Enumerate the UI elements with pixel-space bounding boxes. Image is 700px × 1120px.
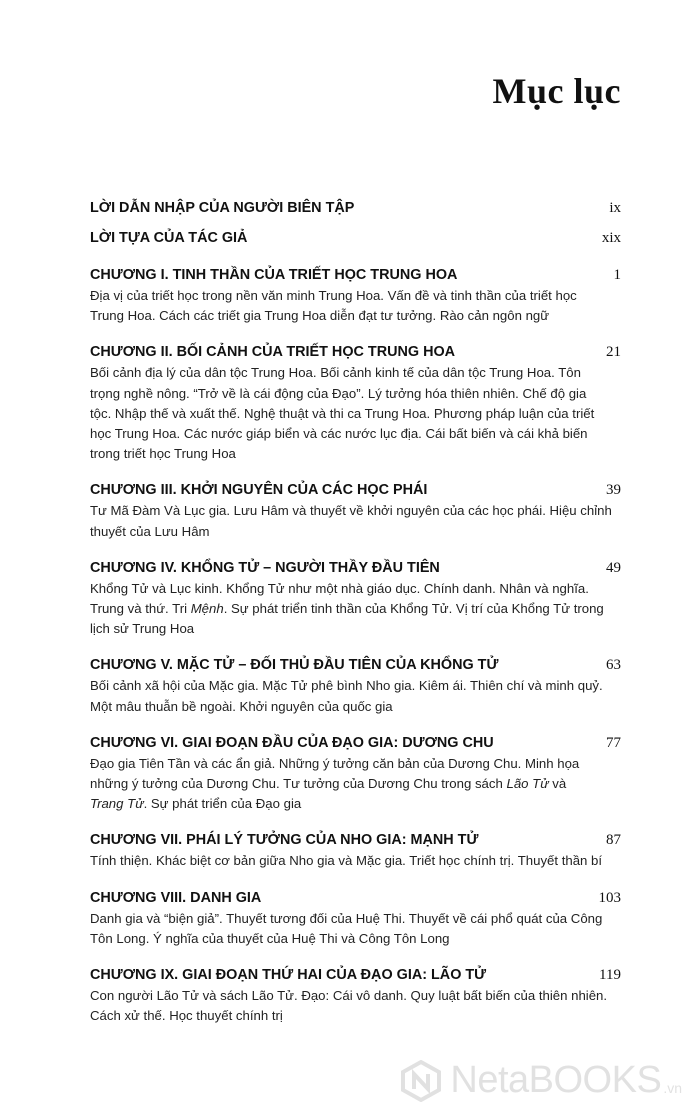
watermark-brand: NetaBOOKS — [450, 1059, 662, 1101]
text: Tôn Long. Ý nghĩa của thuyết của Huệ Thi và Công Tôn Long — [90, 930, 450, 946]
text: tộc. Nhập thế và xuất thế. Nghệ thuật và thi ca Trung Hoa. Phương pháp luận của triết — [90, 405, 595, 421]
toc-entry — [90, 198, 621, 219]
description-line — [90, 363, 621, 383]
text: Con người Lão Tử và sách Lão Tử. Đạo: Cái vô danh. Quy luật bất biến của thiên nhiên. — [90, 988, 608, 1004]
toc-entry-description — [90, 579, 621, 640]
text: Một mâu thuẫn bề ngoài. Khởi nguyên của quốc gia — [90, 698, 393, 714]
description-line — [90, 909, 621, 929]
text: những ý tưởng của Dương Chu. Tư tưởng của Dương Chu trong sách — [90, 776, 507, 792]
description-line — [90, 754, 621, 774]
toc-entry-title: CHƯƠNG II. BỐI CẢNH CỦA TRIẾT HỌC TRUNG HOA — [90, 344, 456, 361]
description-line — [90, 774, 621, 794]
toc-entry — [90, 265, 621, 326]
toc-entry — [90, 888, 621, 949]
toc-entry-description — [90, 286, 621, 326]
text: Tính thiện. Khác biệt cơ bản giữa Nho gia và Mặc gia. Triết học chính trị. Thuyết thần bí — [90, 853, 603, 869]
toc-entry — [90, 965, 621, 1026]
description-line — [90, 501, 621, 521]
toc-entry — [90, 342, 621, 464]
toc-entry-page: 21 — [606, 344, 621, 361]
toc-entry-title: CHƯƠNG VI. GIAI ĐOẠN ĐẦU CỦA ĐẠO GIA: DƯƠNG CHU — [90, 734, 494, 751]
description-line — [90, 619, 621, 639]
toc-entry-title: CHƯƠNG V. MẶC TỬ – ĐỐI THỦ ĐẦU TIÊN CỦA KHỔNG TỬ — [90, 657, 499, 674]
italic-text: Trang Tử — [90, 796, 144, 812]
description-line — [90, 306, 621, 326]
toc-entry-page: xix — [601, 230, 621, 246]
description-line — [90, 424, 621, 444]
toc-entry-description — [90, 501, 621, 541]
text: Trung và thứ. Tri — [90, 601, 191, 617]
toc-entry-heading — [90, 830, 621, 851]
description-line — [90, 676, 621, 696]
description-line — [90, 286, 621, 306]
description-line — [90, 579, 621, 599]
toc-entry-description — [90, 676, 621, 716]
toc-entry-page: 63 — [606, 657, 621, 674]
toc-entry-title: LỜI DẪN NHẬP CỦA NGƯỜI BIÊN TẬP — [90, 200, 355, 216]
italic-text: Mệnh — [190, 601, 224, 617]
text: . Sự phát triển tinh thần của Khổng Tử. Vị trí của Khổng Tử trong — [223, 601, 604, 617]
toc-entry-page: ix — [609, 200, 621, 216]
toc-entry-page: 119 — [599, 967, 621, 984]
toc-entry-title: CHƯƠNG VII. PHÁI LÝ TƯỞNG CỦA NHO GIA: MẠNH TỬ — [90, 832, 479, 849]
text: lịch sử Trung Hoa — [90, 621, 195, 637]
toc-entry — [90, 733, 621, 815]
text: và — [548, 776, 567, 792]
text: Danh gia và “biện giả”. Thuyết tương đối của Huệ Thi. Thuyết về cái phổ quát của Công — [90, 910, 603, 926]
page-title: Mục lục — [492, 71, 621, 111]
description-line — [90, 384, 621, 404]
toc-entry-heading — [90, 888, 621, 909]
toc-entry-description — [90, 363, 621, 464]
text: Trung Hoa. Cách các triết gia Trung Hoa diễn đạt tư tưởng. Rào cản ngôn ngữ — [90, 308, 550, 324]
toc-entry — [90, 655, 621, 716]
toc-entry — [90, 480, 621, 541]
toc-entry-page: 39 — [606, 482, 621, 499]
toc-entry-heading — [90, 480, 621, 501]
toc-entry — [90, 558, 621, 640]
description-line — [90, 404, 621, 424]
toc-entry-page: 103 — [598, 889, 621, 906]
description-line — [90, 444, 621, 464]
table-of-contents — [90, 198, 621, 1042]
toc-entry-title: LỜI TỰA CỦA TÁC GIẢ — [90, 230, 248, 246]
text: . Sự phát triển của Đạo gia — [143, 796, 302, 812]
description-line — [90, 697, 621, 717]
italic-text: Lão Tử — [506, 776, 549, 792]
text: Khổng Tử và Lục kinh. Khổng Tử như một nhà giáo dục. Chính danh. Nhân và nghĩa. — [90, 580, 589, 596]
toc-entry — [90, 228, 621, 249]
text: Bối cảnh địa lý của dân tộc Trung Hoa. Bối cảnh kinh tế của dân tộc Trung Hoa. Tôn — [90, 365, 581, 381]
toc-entry-heading — [90, 228, 621, 249]
description-line — [90, 929, 621, 949]
text: Địa vị của triết học trong nền văn minh Trung Hoa. Vấn đề và tinh thần của triết học — [90, 288, 577, 303]
toc-entry-heading — [90, 265, 621, 286]
toc-entry-page: 87 — [606, 832, 621, 849]
text: trọng nghề nông. “Trở về là cái động của Đạo”. Lý tưởng hóa thiên nhiên. Chế độ gia — [90, 385, 587, 401]
watermark-suffix: .vn — [663, 1080, 682, 1096]
toc-entry-heading — [90, 965, 621, 986]
toc-entry-heading — [90, 558, 621, 579]
text: Bối cảnh xã hội của Mặc gia. Mặc Tử phê bình Nho gia. Kiêm ái. Thiên chí và minh quỷ. — [90, 678, 603, 694]
toc-entry-heading — [90, 342, 621, 363]
toc-entry-title: CHƯƠNG IX. GIAI ĐOẠN THỨ HAI CỦA ĐẠO GIA: LÃO TỬ — [90, 967, 487, 984]
toc-entry-title: CHƯƠNG III. KHỞI NGUYÊN CỦA CÁC HỌC PHÁI — [90, 482, 428, 499]
description-line — [90, 599, 621, 619]
toc-entry — [90, 830, 621, 871]
toc-entry-description — [90, 851, 621, 871]
toc-entry-title: CHƯƠNG VIII. DANH GIA — [90, 889, 262, 906]
toc-entry-heading — [90, 198, 621, 219]
toc-entry-heading — [90, 733, 621, 754]
netabooks-logo-icon — [400, 1060, 442, 1102]
toc-entry-page: 1 — [613, 267, 621, 283]
toc-entry-page: 49 — [606, 559, 621, 576]
text: thuyết của Lưu Hâm — [90, 523, 210, 539]
text: Đạo gia Tiên Tần và các ẩn giả. Những ý tưởng căn bản của Dương Chu. Minh họa — [90, 755, 580, 771]
toc-entry-title: CHƯƠNG I. TINH THẦN CỦA TRIẾT HỌC TRUNG HOA — [90, 267, 458, 283]
text: Tư Mã Đàm Và Lục gia. Lưu Hâm và thuyết về khởi nguyên của các học phái. Hiệu chỉnh — [90, 503, 612, 519]
toc-entry-title: CHƯƠNG IV. KHỔNG TỬ – NGƯỜI THẦY ĐẦU TIÊN — [90, 559, 440, 576]
toc-entry-page: 77 — [606, 734, 621, 751]
toc-entry-description — [90, 909, 621, 949]
text: trong triết học Trung Hoa — [90, 446, 236, 462]
text: Cách xử thế. Học thuyết chính trị — [90, 1008, 283, 1024]
description-line — [90, 522, 621, 542]
toc-entry-description — [90, 986, 621, 1026]
text: học Trung Hoa. Các nước giáp biển và các nước lục địa. Cái bất biến và cái khả biến — [90, 426, 588, 442]
description-line — [90, 794, 621, 814]
description-line — [90, 851, 621, 871]
toc-entry-heading — [90, 655, 621, 676]
toc-entry-description — [90, 754, 621, 815]
description-line — [90, 986, 621, 1006]
description-line — [90, 1006, 621, 1026]
watermark — [400, 1059, 682, 1102]
